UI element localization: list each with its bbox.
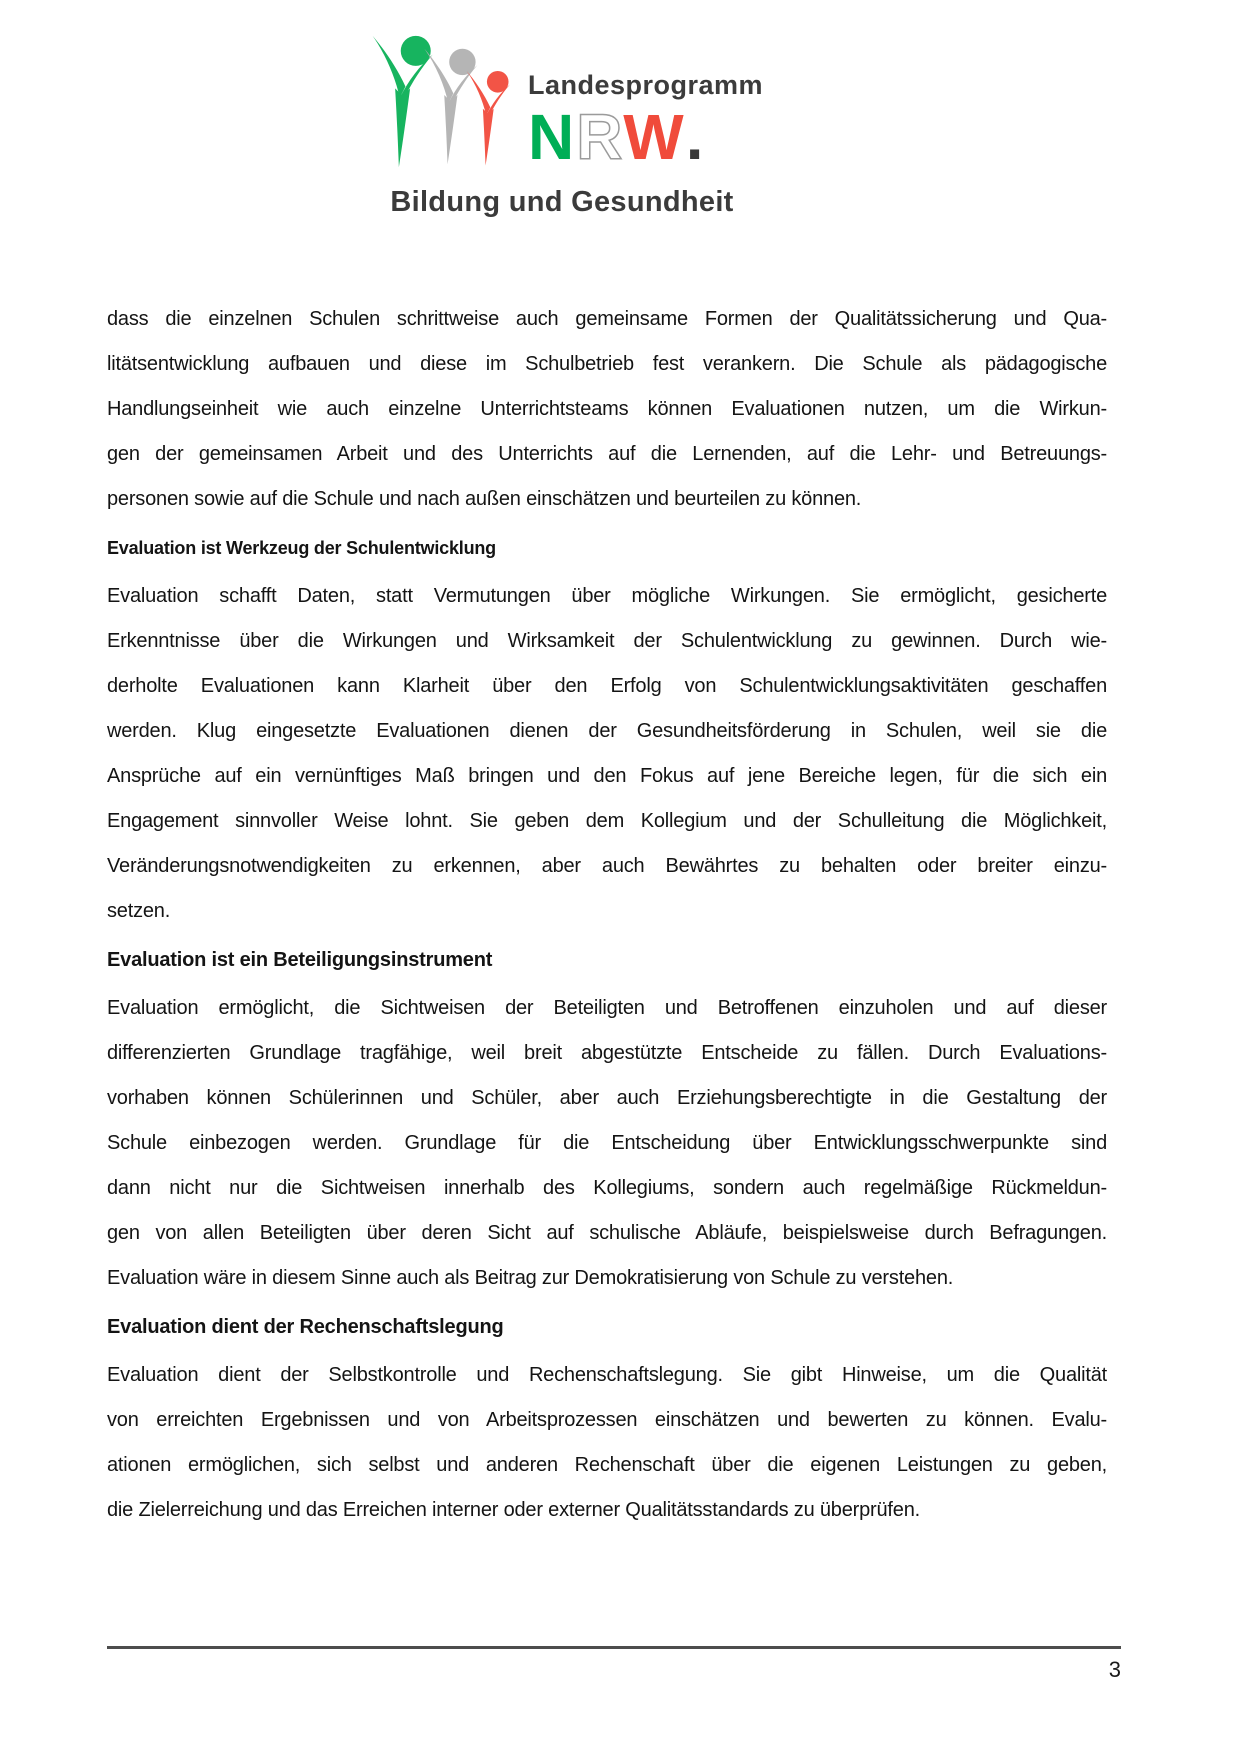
document-body xyxy=(107,297,1107,1533)
body-line: derholte Evaluationen kann Klarheit über den Erfolg von Schulentwicklungsaktivitäten geschaffen xyxy=(107,675,1107,697)
body-line: von erreichten Ergebnissen und von Arbeitsprozessen einschätzen und bewerten zu können. Evalu- xyxy=(107,1409,1107,1431)
body-line: personen sowie auf die Schule und nach außen einschätzen und beurteilen zu können. xyxy=(107,488,862,510)
footer-rule xyxy=(107,1646,1121,1649)
section-heading: Evaluation dient der Rechenschaftslegung xyxy=(107,1316,504,1338)
body-line: Evaluation schafft Daten, statt Vermutungen über mögliche Wirkungen. Sie ermöglicht, gesicherte xyxy=(107,585,1107,607)
body-line: Handlungseinheit wie auch einzelne Unterrichtsteams können Evaluationen nutzen, um die Wirkun- xyxy=(107,398,1107,420)
cheering-figures-icon xyxy=(366,34,518,184)
nrw-letter-w: W xyxy=(623,101,686,173)
body-line: dann nicht nur die Sichtweisen innerhalb des Kollegiums, sondern auch regelmäßige Rückmeldun- xyxy=(107,1177,1107,1199)
nrw-letter-r: R xyxy=(576,101,624,173)
paragraph xyxy=(107,986,1107,1301)
paragraph xyxy=(107,574,1107,934)
body-line: Veränderungsnotwendigkeiten zu erkennen, aber auch Bewährtes zu behalten oder breiter einzu- xyxy=(107,855,1107,877)
paragraph xyxy=(107,297,1107,522)
program-subtitle: Bildung und Gesundheit xyxy=(390,186,734,218)
body-line: die Zielerreichung und das Erreichen interner oder externer Qualitätsstandards zu überprüfen. xyxy=(107,1499,920,1521)
body-line: Ansprüche auf ein vernünftiges Maß bringen und den Fokus auf jene Bereiche legen, für die sich ein xyxy=(107,765,1107,787)
section-heading: Evaluation ist ein Beteiligungsinstrument xyxy=(107,949,493,971)
body-line: gen der gemeinsamen Arbeit und des Unterrichts auf die Lernenden, auf die Lehr- und Betreuungs- xyxy=(107,443,1107,465)
body-line: Schule einbezogen werden. Grundlage für die Entscheidung über Entwicklungsschwerpunkte sind xyxy=(107,1132,1107,1154)
paragraph xyxy=(107,1353,1107,1533)
body-line: Engagement sinnvoller Weise lohnt. Sie geben dem Kollegium und der Schulleitung die Möglichkeit, xyxy=(107,810,1107,832)
body-line: vorhaben können Schülerinnen und Schüler, aber auch Erziehungsberechtigte in die Gestaltung der xyxy=(107,1087,1107,1109)
logo-row xyxy=(366,34,764,184)
nrw-letter-n: N xyxy=(528,101,577,173)
section-heading: Evaluation ist Werkzeug der Schulentwicklung xyxy=(107,538,496,558)
body-line: Evaluation dient der Selbstkontrolle und Rechenschaftslegung. Sie gibt Hinweise, um die Qualität xyxy=(107,1364,1107,1386)
body-line: Evaluation wäre in diesem Sinne auch als Beitrag zur Demokratisierung von Schule zu verstehen. xyxy=(107,1267,954,1289)
logo-text-column xyxy=(528,34,764,173)
nrw-wordmark xyxy=(528,101,763,173)
body-line: Erkenntnisse über die Wirkungen und Wirksamkeit der Schulentwicklung zu gewinnen. Durch wie- xyxy=(107,630,1107,652)
body-line: werden. Klug eingesetzte Evaluationen dienen der Gesundheitsförderung in Schulen, weil sie die xyxy=(107,720,1107,742)
body-line: litätsentwicklung aufbauen und diese im Schulbetrieb fest verankern. Die Schule als pädagogische xyxy=(107,353,1107,375)
body-line: dass die einzelnen Schulen schrittweise auch gemeinsame Formen der Qualitätssicherung und Qua- xyxy=(107,308,1107,330)
body-line: Evaluation ermöglicht, die Sichtweisen der Beteiligten und Betroffenen einzuholen und auf dieser xyxy=(107,997,1107,1019)
page-footer xyxy=(107,1646,1121,1683)
program-logo xyxy=(366,34,764,219)
body-line: ationen ermöglichen, sich selbst und anderen Rechenschaft über die eigenen Leistungen zu geben, xyxy=(107,1454,1107,1476)
page-number: 3 xyxy=(1108,1657,1121,1682)
program-name: Landesprogramm xyxy=(528,70,764,100)
body-line: setzen. xyxy=(107,900,171,922)
body-line: differenzierten Grundlage tragfähige, weil breit abgestützte Entscheide zu fällen. Durch Evaluations- xyxy=(107,1042,1107,1064)
body-line: gen von allen Beteiligten über deren Sicht auf schulische Abläufe, beispielsweise durch Befragungen. xyxy=(107,1222,1107,1244)
nrw-dot: . xyxy=(685,101,704,173)
